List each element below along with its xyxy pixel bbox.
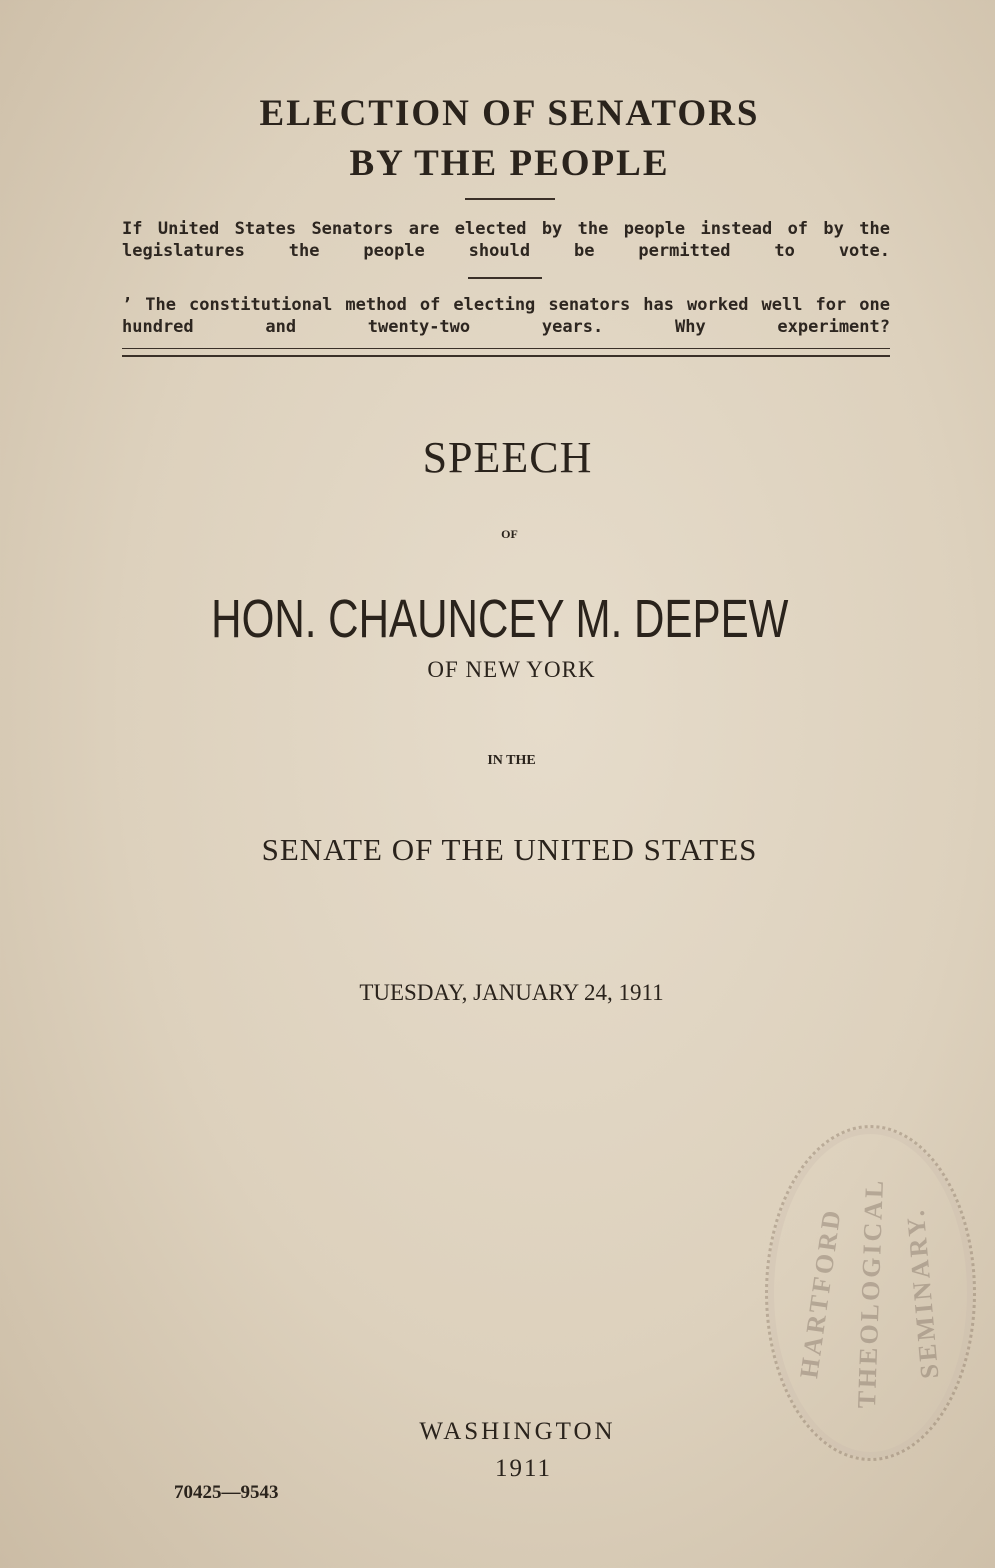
double-rule-bottom xyxy=(122,355,890,357)
in-the-label: IN THE xyxy=(487,753,536,768)
speech-date: TUESDAY, JANUARY 24, 1911 xyxy=(359,980,664,1005)
senate-label: SENATE OF THE UNITED STATES xyxy=(261,832,758,867)
title-line-1: ELECTION OF SENATORS xyxy=(259,93,760,134)
speaker-name: HON. CHAUNCEY M. DEPEW xyxy=(211,589,789,649)
divider xyxy=(465,198,555,200)
stamp-line-2: THEOLOGICAL xyxy=(851,1177,889,1409)
imprint-year: 1911 xyxy=(494,1455,553,1482)
imprint-place: WASHINGTON xyxy=(419,1418,616,1445)
quote-2: ’ The constitutional method of electing senators has worked well for one hundred and twenty-two years. Why experiment? xyxy=(122,295,890,337)
print-code: 70425—9543 xyxy=(174,1482,279,1503)
speaker-state: OF NEW YORK xyxy=(427,657,596,682)
title-line-2: BY THE PEOPLE xyxy=(349,143,670,184)
speech-heading: SPEECH xyxy=(422,433,593,482)
divider xyxy=(468,277,542,279)
quote-1: If United States Senators are elected by the people instead of by the legislatures the people should be permitted to vote. xyxy=(122,219,890,261)
double-rule-top xyxy=(122,348,890,349)
of-label: OF xyxy=(501,527,518,541)
stamp-line-3: SEMINARY. xyxy=(900,1206,944,1380)
library-stamp xyxy=(765,1125,976,1461)
stamp-line-1: HARTFORD xyxy=(793,1205,847,1381)
